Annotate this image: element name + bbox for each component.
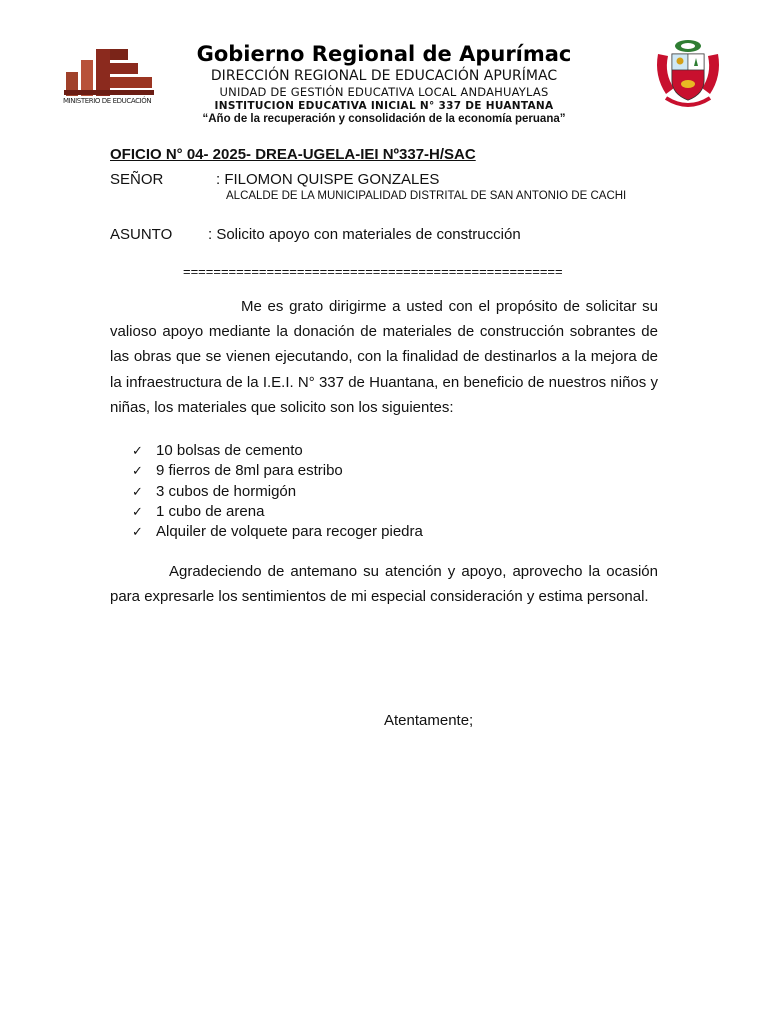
list-item: ✓ 9 fierros de 8ml para estribo [132,461,423,481]
ugel-name: UNIDAD DE GESTIÓN EDUCATIVA LOCAL ANDAHUAYLAS [219,85,549,99]
document-reference: OFICIO N° 04- 2025- DREA-UGELA-IEI Nº337-H/SAC [110,146,476,163]
recipient-name: : FILOMON QUISPE GONZALES [216,171,440,188]
checkmark-icon: ✓ [132,464,143,480]
closing-salutation: Atentamente; [384,712,474,729]
regional-direction: DIRECCIÓN REGIONAL DE EDUCACIÓN APURÍMAC [210,68,558,84]
list-item: ✓ 1 cubo de arena [132,502,423,522]
subject-text: : Solicito apoyo con materiales de construcción [208,226,521,243]
recipient-label: SEÑOR [110,171,164,188]
government-title: Gobierno Regional de Apurímac [196,42,572,66]
institution-name: INSTITUCION EDUCATIVA INICIAL N° 337 DE HUANTANA [214,100,554,112]
checkmark-icon: ✓ [132,525,143,541]
checkmark-icon: ✓ [132,504,143,520]
list-item: ✓ Alquiler de volquete para recoger piedra [132,522,423,542]
list-item: ✓ 10 bolsas de cemento [132,441,423,461]
body-paragraph-closing: Agradeciendo de antemano su atención y apoyo, aprovecho la ocasión para expresarle los sentimientos de mi especial consideración y estima personal. [110,563,658,606]
recipient-title: ALCALDE DE LA MUNICIPALIDAD DISTRITAL DE SAN ANTONIO DE CACHI [226,190,627,202]
logo-caption: MINISTERIO DE EDUCACIÓN [63,97,152,105]
checkmark-icon: ✓ [132,444,143,459]
body-paragraph-intro: Me es grato dirigirme a usted con el propósito de solicitar su valioso apoyo mediante la donación de materiales de construcción sobrantes de las obras que se vienen ejecutando, con la finalidad de destinarlos a la mejora de la infraestructura de la I.E.I. N° 337 de Huantana, en beneficio de nuestros niños y niñas, los materiales que solicito son los siguientes: [110,298,658,416]
list-item: ✓ 3 cubos de hormigón [132,482,423,502]
subject-label: ASUNTO [110,226,173,243]
checkmark-icon: ✓ [132,484,143,500]
separator-line: ================================================== [183,264,563,279]
year-motto: “Año de la recuperación y consolidación de la economía peruana” [202,113,566,125]
materials-list [132,441,423,542]
coat-of-arms-icon [652,36,724,110]
